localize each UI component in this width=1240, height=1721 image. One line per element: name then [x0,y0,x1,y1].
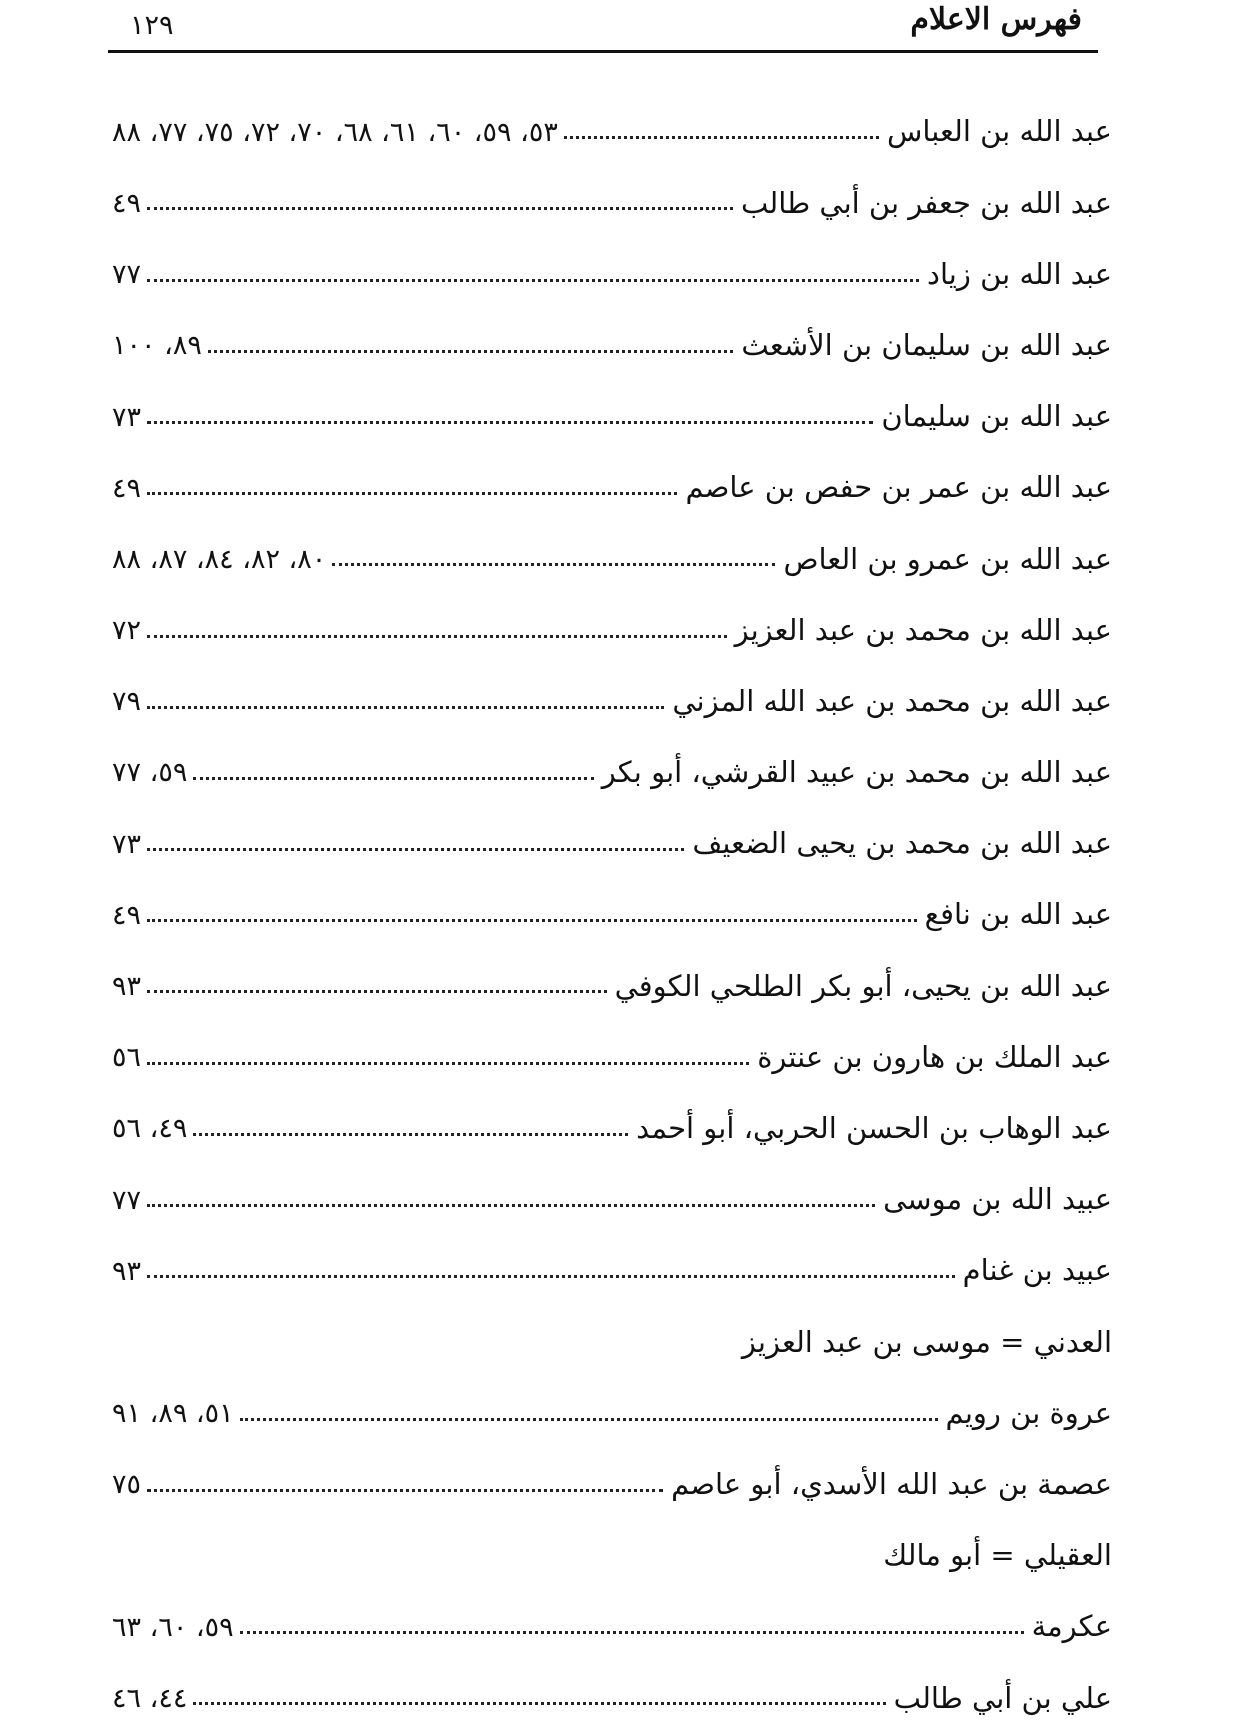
index-entry [112,1152,1112,1223]
index-entry [112,1437,1112,1508]
entry-name: عبد الله بن العباس [887,114,1112,149]
index-entry [112,796,1112,867]
entry-name: عبد الله بن زياد [927,256,1112,291]
entry-pages: ٧٢ [112,615,142,647]
dot-leader [147,1204,875,1207]
index-entry [112,938,1112,1009]
dot-leader [240,1631,1024,1634]
index-entry [112,1579,1112,1650]
index-entry [112,1294,1112,1365]
header-rule [108,50,1098,53]
index-entry [112,298,1112,369]
dot-leader [147,848,684,851]
index-entry [112,440,1112,511]
dot-leader [147,706,664,709]
index-entry [112,84,1112,155]
dot-leader [332,563,775,566]
page-number: ١٢٩ [130,10,174,41]
entry-name: عبد الله بن سليمان بن الأشعث [741,327,1112,362]
entry-pages: ٥٩، ٧٧ [112,757,188,789]
entry-name: عبد الله بن عمر بن حفص بن عاصم [685,470,1112,505]
index-entry [112,1081,1112,1152]
entry-name: العدني = موسى بن عبد العزيز [741,1324,1112,1359]
entry-pages: ٨٠، ٨٢، ٨٤، ٨٧، ٨٨ [112,543,327,575]
entry-name: عبد الله بن محمد بن عبد العزيز [734,612,1112,647]
index-entry [112,1650,1112,1721]
entry-pages: ٤٩ [112,899,142,931]
dot-leader [193,777,593,780]
entry-pages: ٤٩ [112,472,142,504]
entry-name: عبد الله بن يحيى، أبو بكر الطلحي الكوفي [614,968,1112,1003]
index-entry [112,725,1112,796]
entry-name: علي بن أبي طالب [893,1680,1112,1715]
dot-leader [193,1702,885,1705]
entry-pages: ٧٥ [112,1469,142,1501]
entry-pages: ٨٩، ١٠٠ [112,330,202,362]
header-title: فهرس الاعلام [910,2,1082,37]
dot-leader [193,1133,628,1136]
dot-leader [147,492,677,495]
dot-leader [147,990,607,993]
index-entry [112,1508,1112,1579]
index-entry [112,369,1112,440]
entry-pages: ٤٩، ٥٦ [112,1113,188,1145]
entry-pages: ٧٣ [112,828,142,860]
index-entry [112,1009,1112,1080]
index-entry [112,511,1112,582]
dot-leader [147,1062,749,1065]
dot-leader [147,1489,663,1492]
index-entry [112,867,1112,938]
dot-leader [147,635,727,638]
index-entry [112,1223,1112,1294]
entry-name: عبد الله بن نافع [924,897,1112,932]
entry-pages: ٤٤، ٤٦ [112,1682,188,1714]
dot-leader [208,350,734,353]
entry-name: عبيد بن غنام [962,1253,1112,1288]
entry-name: عروة بن رويم [945,1395,1112,1430]
entry-name: عصمة بن عبد الله الأسدي، أبو عاصم [671,1466,1112,1501]
entry-name: عبد الوهاب بن الحسن الحربي، أبو أحمد [636,1111,1112,1146]
entry-pages: ٥٩، ٦٠، ٦٣ [112,1611,234,1643]
entry-name: عبد الله بن سليمان [881,399,1112,434]
dot-leader [147,1275,955,1278]
entry-name: عبد الله بن محمد بن عبيد القرشي، أبو بكر [601,755,1112,790]
dot-leader [147,919,917,922]
entry-pages: ٥٦ [112,1042,142,1074]
index-entry [112,654,1112,725]
entry-name: العقيلي = أبو مالك [883,1538,1112,1573]
page-header [108,0,1098,44]
entry-pages: ٧٧ [112,259,142,291]
entry-pages: ٩٣ [112,971,142,1003]
index-entry [112,155,1112,226]
entry-pages: ٥٣، ٥٩، ٦٠، ٦١، ٦٨، ٧٠، ٧٢، ٧٥، ٧٧، ٨٨ [112,116,558,148]
entry-pages: ٤٩ [112,187,142,219]
entry-name: عكرمة [1031,1609,1112,1644]
entry-name: عبد الله بن عمرو بن العاص [783,541,1112,576]
index-entry [112,226,1112,297]
entry-name: عبد الله بن محمد بن يحيى الضعيف [692,826,1112,861]
index-entry [112,582,1112,653]
entry-pages: ٧٩ [112,686,142,718]
dot-leader [147,421,873,424]
entry-name: عبد الله بن جعفر بن أبي طالب [740,185,1112,220]
dot-leader [240,1418,938,1421]
entry-name: عبد الملك بن هارون بن عنترة [757,1039,1112,1074]
entry-name: عبيد الله بن موسى [883,1182,1112,1217]
dot-leader [564,136,879,139]
entry-pages: ٧٧ [112,1184,142,1216]
index-entries [112,84,1112,1721]
dot-leader [147,279,919,282]
entry-pages: ٧٣ [112,401,142,433]
dot-leader [147,207,733,210]
entry-name: عبد الله بن محمد بن عبد الله المزني [672,683,1112,718]
index-entry [112,1365,1112,1436]
entry-pages: ٩٣ [112,1255,142,1287]
entry-pages: ٥١، ٨٩، ٩١ [112,1398,234,1430]
